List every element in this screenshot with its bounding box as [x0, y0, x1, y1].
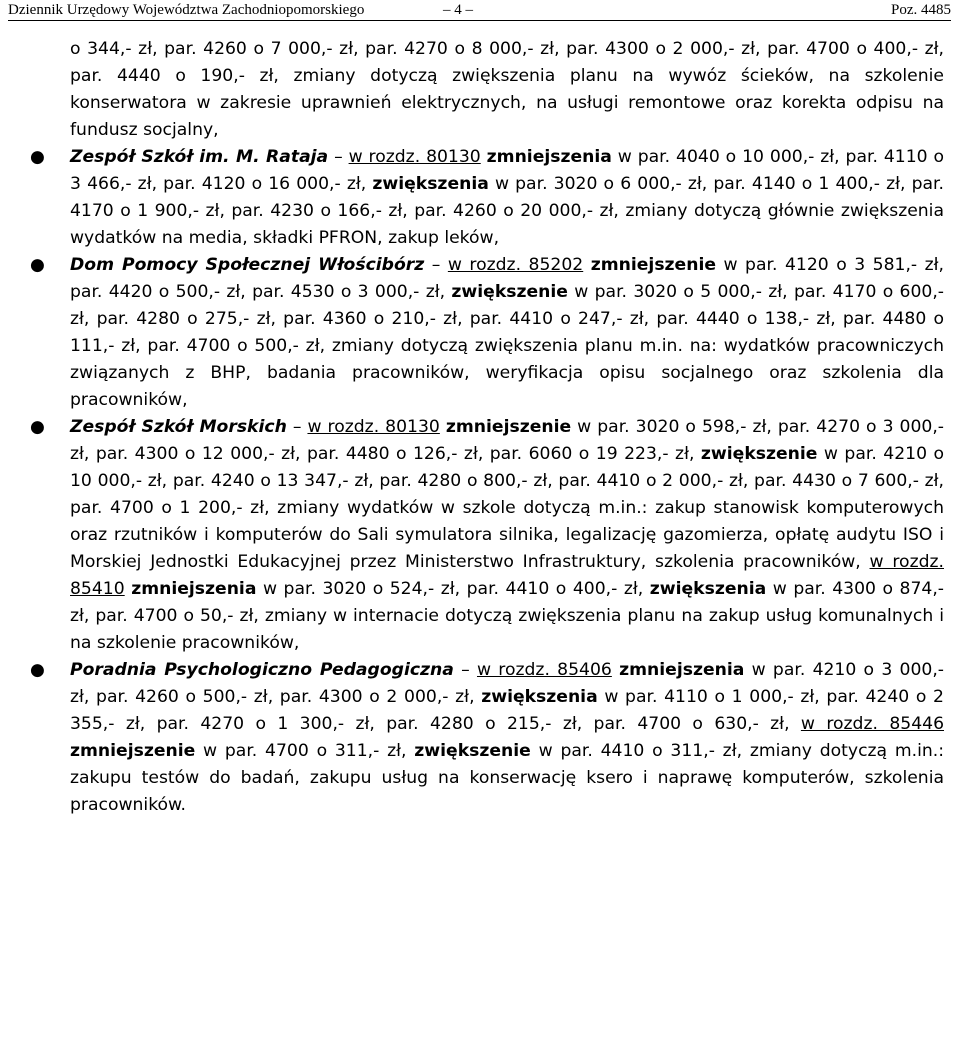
- operation-label: zmniejszenia: [619, 660, 745, 680]
- page-header: [8, 0, 951, 21]
- position-number: Poz. 4485: [891, 2, 951, 18]
- operation-label: zwiększenie: [700, 444, 818, 464]
- list-item: ● Poradnia Psychologiczno Pedagogiczna – w rozdz. 85406 zmniejszenia w par. 4210 o 3 000,- zł, par. 4260 o 500,- zł, par. 4300 o 2 000,- zł, zwiększenia w par. 4110 o 1 000,- zł, par. 4240 o 2 355,- zł, par. 4270 o 1 300,- zł, par. 4280 o 215,- zł, par. 4700 o 630,- zł, w rozdz. 85446 zmniejszenie w par. 4700 o 311,- zł, zwiększenie w par. 4410 o 311,- zł, zmiany dotyczą m.in.: zakupu testów do badań, zakupu usług na konserwację ksero i naprawę komputerów, szkolenia pracowników.: [70, 657, 944, 819]
- operation-label: zwiększenia: [372, 174, 489, 194]
- chapter-reference: w rozdz. 85410: [70, 552, 944, 599]
- unit-name: Dom Pomocy Społecznej Włościbórz: [70, 255, 425, 275]
- unit-name: Zespół Szkół im. M. Rataja: [70, 147, 329, 167]
- bullet-icon: ●: [30, 147, 45, 167]
- chapter-reference: w rozdz. 85202: [447, 255, 584, 275]
- chapter-reference: w rozdz. 85406: [476, 660, 612, 680]
- list-item: ● Zespół Szkół im. M. Rataja – w rozdz. 80130 zmniejszenia w par. 4040 o 10 000,- zł, par. 4110 o 3 466,- zł, par. 4120 o 16 000,- zł, zwiększenia w par. 3020 o 6 000,- zł, par. 4140 o 1 400,- zł, par. 4170 o 1 900,- zł, par. 4230 o 166,- zł, par. 4260 o 20 000,- zł, zmiany dotyczą głównie zwiększenia wydatków na media, składki PFRON, zakup leków,: [70, 144, 944, 252]
- journal-title: Dziennik Urzędowy Województwa Zachodniopomorskiego: [8, 2, 365, 18]
- bullet-icon: ●: [30, 660, 45, 680]
- operation-label: zmniejszenie: [70, 741, 196, 761]
- chapter-reference: w rozdz. 80130: [307, 417, 440, 437]
- document-body: [30, 36, 945, 819]
- operation-label: zwiększenia: [649, 579, 767, 599]
- unit-name: Poradnia Psychologiczno Pedagogiczna: [70, 660, 454, 680]
- chapter-reference: w rozdz. 80130: [348, 147, 481, 167]
- operation-label: zmniejszenie: [590, 255, 716, 275]
- operation-label: zwiększenie: [414, 741, 531, 761]
- operation-label: zmniejszenia: [486, 147, 612, 167]
- operation-label: zmniejszenie: [445, 417, 572, 437]
- operation-label: zmniejszenia: [131, 579, 257, 599]
- list-item: ● Zespół Szkół Morskich – w rozdz. 80130 zmniejszenie w par. 3020 o 598,- zł, par. 4270 o 3 000,- zł, par. 4300 o 12 000,- zł, par. 4480 o 126,- zł, par. 6060 o 19 223,- zł, zwiększenie w par. 4210 o 10 000,- zł, par. 4240 o 13 347,- zł, par. 4280 o 800,- zł, par. 4410 o 2 000,- zł, par. 4430 o 7 600,- zł, par. 4700 o 1 200,- zł, zmiany wydatków w szkole dotyczą m.in.: zakup stanowisk komputerowych oraz rzutników i komputerów do Sali symulatora silnika, legalizację gazomierza, opłatę audytu ISO i Morskiej Jednostki Edukacyjnej przez Ministerstwo Infrastruktury, szkolenia pracowników, w rozdz. 85410 zmniejszenia w par. 3020 o 524,- zł, par. 4410 o 400,- zł, zwiększenia w par. 4300 o 874,- zł, par. 4700 o 50,- zł, zmiany w internacie dotyczą zwiększenia planu na zakup usług komunalnych i na szkolenie pracowników,: [70, 414, 944, 657]
- chapter-reference: w rozdz. 85446: [800, 714, 944, 734]
- operation-label: zwiększenia: [481, 687, 598, 707]
- page-number: – 4 –: [443, 2, 473, 18]
- bullet-icon: ●: [30, 417, 45, 437]
- unit-name: Zespół Szkół Morskich: [70, 417, 287, 437]
- list-item: ● Dom Pomocy Społecznej Włościbórz – w rozdz. 85202 zmniejszenie w par. 4120 o 3 581,- zł, par. 4420 o 500,- zł, par. 4530 o 3 000,- zł, zwiększenie w par. 3020 o 5 000,- zł, par. 4170 o 600,- zł, par. 4280 o 275,- zł, par. 4360 o 210,- zł, par. 4410 o 247,- zł, par. 4440 o 138,- zł, par. 4480 o 111,- zł, par. 4700 o 500,- zł, zmiany dotyczą zwiększenia planu m.in. na: wydatków pracowniczych związanych z BHP, badania pracowników, weryfikacja opisu socjalnego oraz szkolenia dla pracowników,: [70, 252, 944, 414]
- continuation-paragraph: o 344,- zł, par. 4260 o 7 000,- zł, par. 4270 o 8 000,- zł, par. 4300 o 2 000,- zł, par. 4700 o 400,- zł, par. 4440 o 190,- zł, zmiany dotyczą zwiększenia planu na wywóz ścieków, na szkolenie konserwatora w zakresie uprawnień elektrycznych, na usługi remontowe oraz korekta odpisu na fundusz socjalny,: [70, 39, 944, 140]
- operation-label: zwiększenie: [451, 282, 568, 302]
- bullet-icon: ●: [30, 255, 45, 275]
